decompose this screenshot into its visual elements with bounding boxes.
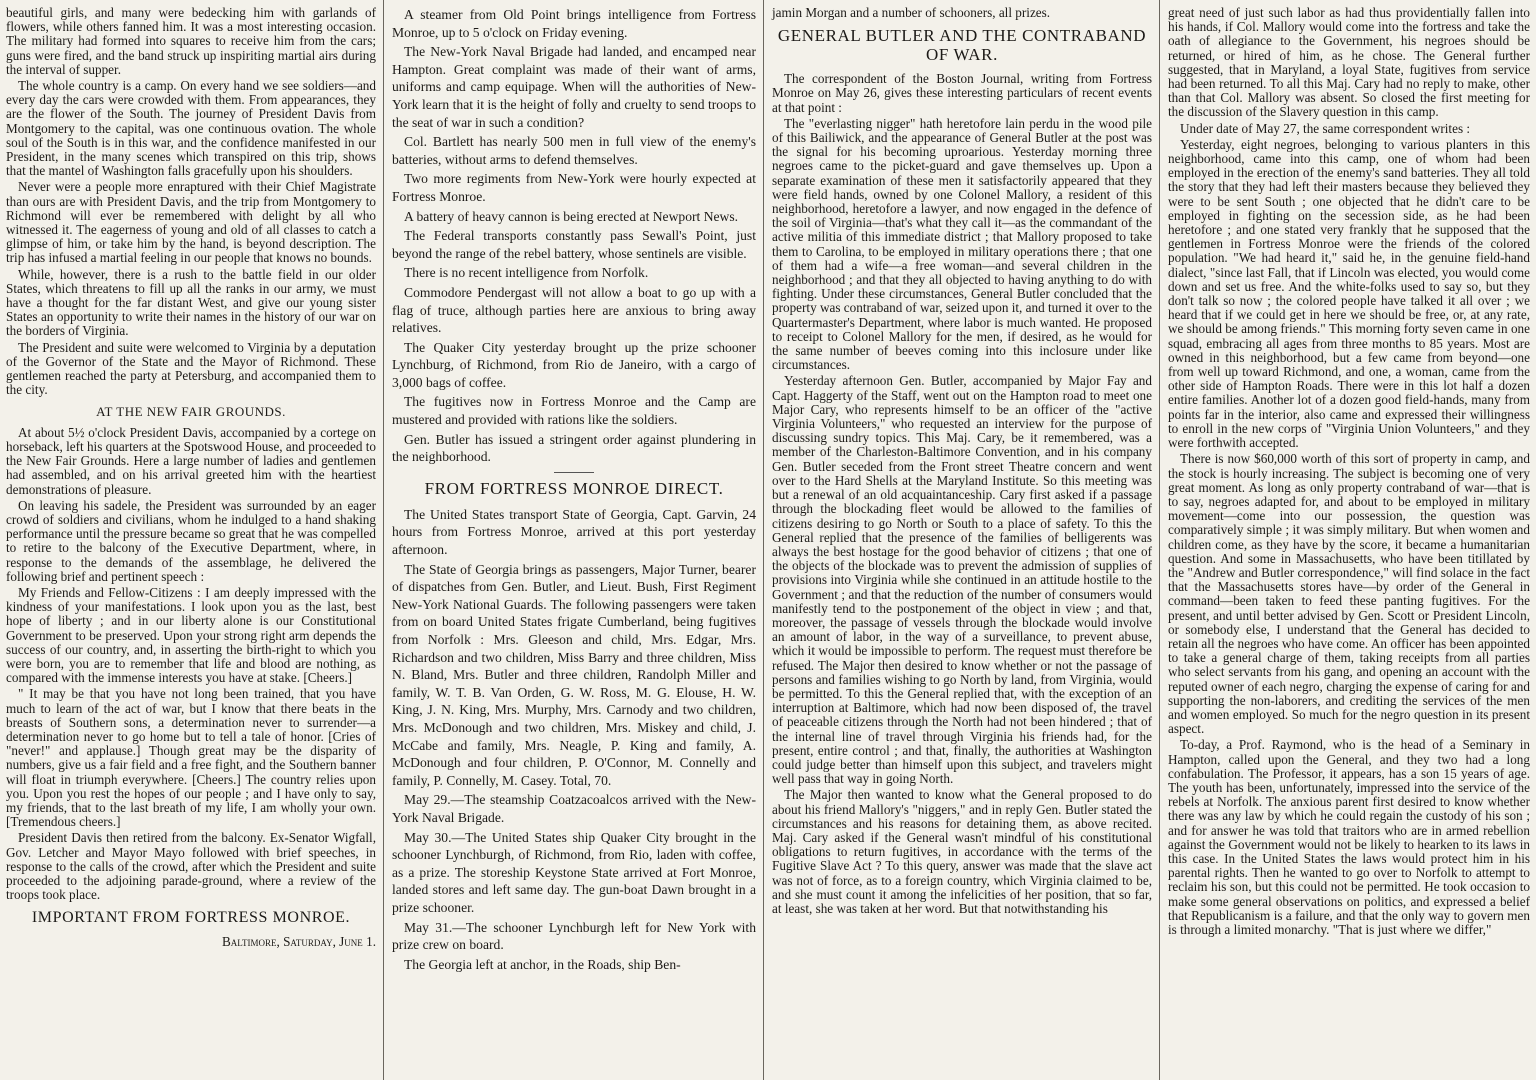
- column-rule: [1159, 0, 1160, 1080]
- article-paragraph: beautiful girls, and many were bedecking him with garlands of flowers, while others fanned him. It was a most interesting occasion. The military had formed into squares to receive him from the cars; guns were fired, and the band struck up inspiriting martial airs during the interval of supper.: [6, 5, 376, 77]
- article-paragraph: A steamer from Old Point brings intelligence from Fortress Monroe, up to 5 o'clock on Friday evening.: [392, 7, 756, 40]
- section-subheading: AT THE NEW FAIR GROUNDS.: [96, 404, 286, 420]
- article-headline: GENERAL BUTLER AND THE CONTRABAND OF WAR.: [777, 26, 1147, 65]
- article-paragraph: Col. Bartlett has nearly 500 men in full view of the enemy's batteries, without arms to defend themselves.: [392, 134, 756, 167]
- article-paragraph: Yesterday afternoon Gen. Butler, accompanied by Major Fay and Capt. Haggerty of the Staff, went out on the Hampton road to meet one Major Cary, who represents himself to be an officer of the "active Virginia Volunteers," who requested an interview for the purpose of discussing sundry topics. This Maj. Cary, be it remembered, was a member of the Charleston-Baltimore Convention, and in his company Gen. Butler seceded from the Front street Theatre concern and went over to the Hard Shells at the Maryland Institute. So this meeting was but a renewal of an old acquaintanceship. Cary first asked if a passage through the blockading fleet would be allowed to the families of citizens desiring to go North or South to a place of safety. To this the General replied that the presence of the families of belligerents was always the best hostage for the good behavior of citizens ; that one of the objects of the blockade was to prevent the admission of supplies of provisions into Virginia while she continued in an attitude hostile to the Government ; and that the reduction of the number of consumers would manifestly tend to the postponement of the object in view ; and that, moreover, the passage of vessels through the blockade would involve an amount of labor, in the way of a surveillance, to prevent abuse, which it would be impossible to perform. The request must therefore be refused. The Major then desired to know whether or not the passage of persons and families wishing to go North by land, from Virginia, would be permitted. To this the General replied that, with the exception of an interruption at Baltimore, which had now been disposed of, the travel of peaceable citizens through the North had not been hindered ; that of the internal line of travel through Virginia his friends had, for the present, entire control ; and that, finally, the authorities at Washington could judge better than himself upon this subject, and travelers might well pass that way in going North.: [772, 373, 1152, 787]
- article-paragraph: My Friends and Fellow-Citizens : I am deeply impressed with the kindness of your manifestations. I look upon you as the last, best hope of liberty ; and in our liberty alone is our Constitutional Government to be preserved. Upon your strong right arm depends the success of our country, and, in asserting the birth-right to which you were born, you are to remember that life and blood are nothing, as compared with the immense interests you have at stake. [Cheers.]: [6, 584, 376, 686]
- article-paragraph: The State of Georgia brings as passengers, Major Turner, bearer of dispatches from Gen. Butler, and Lieut. Bush, First Regiment New-York National Guards. The following passengers were taken from on board United States frigate Cumberland, being fugitives from Norfolk : Mrs. Gleeson and child, Mrs. Edgar, Mrs. Richardson and two children, Miss Barry and three children, Miss N. Bland, Mrs. Butler and three children, Randolph Miller and family, W. T. B. Van Orden, G. W. Ross, M. G. Elouse, H. W. King, J. N. King, Mrs. Murphy, Mrs. Carnody and two children, Mrs. McDonough and two children, Mrs. Miskey and child, J. McCabe and family, Mrs. Neagle, P. King and family, A. McDonough and four children, P. O'Connor, M. Connelly and family, P. Connelly, M. Casey. Total, 70.: [392, 561, 756, 788]
- section-separator: [554, 472, 594, 473]
- article-paragraph: The correspondent of the Boston Journal, writing from Fortress Monroe on May 26, gives these interesting particulars of recent events at that point :: [772, 71, 1152, 115]
- article-paragraph: On leaving his sadele, the President was surrounded by an eager crowd of soldiers and civilians, whom he indulged to a hand shaking performance until the pressure became so great that he was compelled to retire to the balcony of the Executive Department, where, in response to the demands of the assemblage, he delivered the following brief and pertinent speech :: [6, 497, 376, 584]
- article-headline: IMPORTANT FROM FORTRESS MONROE.: [31, 909, 351, 927]
- column-rule: [383, 0, 384, 1080]
- article-paragraph: Yesterday, eight negroes, belonging to various planters in this neighborhood, came into this camp, one of whom had been employed in the erection of the enemy's sand batteries. They all told the story that they had left their masters because they believed they were to be sent South ; one objected that he didn't care to be employed in fighting on the secession side, as he had been heretofore ; and one stated very frankly that he supposed that the gentlemen in Fortress Monroe were the friends of the colored population. "We had heard it," said he, in the genuine field-hand dialect, "since last Fall, that if Lincoln was elected, you would come down and set us free. And the white-folks used to say so, but they don't talk so now ; the colored people have talked it all over ; we heard that if we could get in here we should be free, or, at any rate, we should be among friends." This morning forty seven came in one squad, embracing all ages from three months to 85 years. Most are owned in this neighborhood, but a few came from beyond—one from well up toward Richmond, and one, a woman, came from the other side of Hampton Roads. There were in this lot half a dozen entire families. Another lot of a dozen good field-hands, many from points far in the interior, also came and expressed their willingness to enroll in the new corps of "Virginia Union Volunteers," and they were forthwith accepted.: [1168, 136, 1530, 451]
- article-paragraph: The fugitives now in Fortress Monroe and the Camp are mustered and provided with rations like the soldiers.: [392, 394, 756, 428]
- article-headline: FROM FORTRESS MONROE DIRECT.: [424, 478, 724, 498]
- article-paragraph: " It may be that you have not long been trained, that you have much to learn of the act of war, but I know that there beats in the breasts of Southern sons, a determination never to surrender—a determination never to go home but to tell a tale of honor. [Cries of "never!" and applause.] Though great may be the disparity of numbers, give us a fair field and a free fight, and the Southern banner will float in triumph everywhere. [Cheers.] The country relies upon you. Upon you rest the hopes of our people ; and I have only to say, my friends, that to the last breath of my life, I am wholly your own. [Tremendous cheers.]: [6, 686, 376, 830]
- column-4: [1162, 0, 1536, 1080]
- dateline: Baltimore, Saturday, June 1.: [222, 934, 376, 950]
- article-paragraph: Two more regiments from New-York were hourly expected at Fortress Monroe.: [392, 171, 756, 204]
- article-paragraph: May 29.—The steamship Coatzacoalcos arrived with the New-York Naval Brigade.: [392, 792, 756, 825]
- column-1: [0, 0, 382, 1080]
- column-2: [386, 0, 762, 1080]
- article-paragraph: The United States transport State of Georgia, Capt. Garvin, 24 hours from Fortress Monroe, arrived at this port yesterday afternoon.: [392, 506, 756, 558]
- article-paragraph: There is no recent intelligence from Norfolk.: [404, 265, 649, 281]
- article-paragraph: jamin Morgan and a number of schooners, all prizes.: [772, 5, 1051, 20]
- article-paragraph: May 31.—The schooner Lynchburgh left for New York with prize crew on board.: [392, 919, 756, 953]
- article-paragraph: President Davis then retired from the balcony. Ex-Senator Wigfall, Gov. Letcher and Mayor Mayo followed with brief speeches, in response to the calls of the crowd, after which the President and suite proceeded to the adjoining parade-ground, where a review of the troops took place.: [6, 830, 376, 903]
- article-paragraph: The Major then wanted to know what the General proposed to do about his friend Mallory's "niggers," and in reply Gen. Butler stated the circumstances and his reasons for detaining them, as above recited. Maj. Cary asked if the General wasn't mindful of his constitutional obligations to return fugitives, in accordance with the terms of the Fugitive Slave Act ? To this query, answer was made that the slave act was not of force, as to a foreign country, which Virginia claimed to be, and she must count it among the infelicities of her position, that so far, at least, she was taken at her word. But that notwithstanding his: [772, 787, 1152, 916]
- article-paragraph: The Federal transports constantly pass Sewall's Point, just beyond the range of the rebel battery, whose sentinels are visible.: [392, 228, 756, 261]
- article-paragraph: At about 5½ o'clock President Davis, accompanied by a cortege on horseback, left his quarters at the Spotswood House, and proceeded to the New Fair Grounds. Here a large number of ladies and gentlemen had assembled, and on his arrival greeted him with the heartiest demonstrations of pleasure.: [6, 424, 376, 497]
- article-paragraph: Commodore Pendergast will not allow a boat to go up with a flag of truce, although parties here are anxious to bring away relatives.: [392, 284, 756, 336]
- article-paragraph: While, however, there is a rush to the battle field in our older States, which threatens to fill up all the ranks in our army, we must have a thought for the far distant West, and give our young sister States an opportunity to write their names in the history of our war on the borders of Virginia.: [6, 266, 376, 339]
- article-paragraph: To-day, a Prof. Raymond, who is the head of a Seminary in Hampton, called upon the General, and they two had a long confabulation. The Professor, it appears, has a son 15 years of age. The youth has been, unfortunately, impressed into the service of the rebels at Norfolk. The anxious parent first desired to know whether there was any law by which he could regain the custody of his son ; and for answer he was told that traitors who are in armed rebellion against the Government would not be likely to hearken to its laws in this case. In the United States the laws would protect him in his parental rights. Then he wanted to go over to Norfolk to attempt to reclaim his son, but this could not be permitted. He took occasion to make some general observations on politics, and expressed a belief that Republicanism is a failure, and that the only way to govern men is through a limited monarchy. "That is just where we differ,": [1168, 737, 1530, 937]
- article-paragraph: Never were a people more enraptured with their Chief Magistrate than ours are with President Davis, and the trip from Montgomery to Richmond will ever be remembered with delight by all who witnessed it. The eagerness of young and old of all classes to catch a glimpse of him, or take him by the hand, is beyond description. The trip has infused a martial feeling in our people that knows no bounds.: [6, 179, 376, 266]
- article-paragraph: Under date of May 27, the same correspondent writes :: [1180, 120, 1471, 136]
- column-3: [766, 0, 1158, 1080]
- column-rule: [763, 0, 764, 1080]
- article-paragraph: The Quaker City yesterday brought up the prize schooner Lynchburg, of Richmond, from Rio de Janeiro, with a cargo of 3,000 bags of coffee.: [392, 339, 756, 390]
- article-paragraph: The New-York Naval Brigade had landed, and encamped near Hampton. Great complaint was made of their want of arms, uniforms and camp equipage. When will the authorities of New-York learn that it is the height of folly and cruelty to send troops to the seat of war in such a condition?: [392, 44, 756, 130]
- article-paragraph: Gen. Butler has issued a stringent order against plundering in the neighborhood.: [392, 431, 756, 465]
- article-paragraph: There is now $60,000 worth of this sort of property in camp, and the stock is hourly increasing. The subject is becoming one of very great moment. As long as only property contraband of war—that is to say, negroes adapted for, and about to be employed in military movement—come into our possession, the question was comparatively simple ; it was simply military. But when women and children come, as they have by the score, it became a humanitarian question. And some in Massachusetts, who have been titillated by the "Andrew and Butler correspondence," will find solace in the fact that the Massachusetts stores have—by order of the General in command—been taken to feed these panting fugitives. For the present, and until better advised by Gen. Scott or President Lincoln, or somebody else, I understand that the General has decided to retain all the negroes who have come. An officer has been appointed to take a general charge of them, taking receipts from all parties who select servants from his gang, and opening an account with the reputed owner of each negro, charging the expense of caring for and supporting the non-laborers, and crediting the services of the men and women employed. So much for the negro question in its present aspect.: [1168, 451, 1530, 737]
- article-paragraph: great need of just such labor as had thus providentially fallen into his hands, if Col. Mallory would come into the fortress and take the oath of allegiance to the Government, his negroes should be returned, or hired of him, as he chose. The General further suggested, that in Maryland, a loyal State, fugitives from service had been returned. To all this Maj. Cary had no reply to make, other than that Col. Mallory was absent. So closed the first meeting for the discussion of the Slavery question in this camp.: [1168, 5, 1530, 120]
- article-paragraph: The "everlasting nigger" hath heretofore lain perdu in the wood pile of this Bailiwick, and the appearance of General Butler at the post was the signal for his becoming uproarious. Yesterday morning three negroes came to the picket-guard and gave themselves up. Upon a separate examination of these men it satisfactorily appeared that they were field hands, owned by one Colonel Mallory, a resident of this neighborhood, heretofore a lawyer, and now engaged in the defence of the soil of Virginia—that's what they call it—as the commandant of the active militia of this immediate district ; that Mallory proposed to take them to Carolina, to be employed in military operations there ; that one of them had a wife—a free woman—and several children in the neighborhood ; and that they all objected to having anything to do with fighting. Under these circumstances, General Butler concluded that the property was contraband of war, seized upon it, and turned it over to the Quartermaster's Department, where labor is much wanted. He proposed to receipt to Colonel Mallory for the men, if desired, as he would for the same number of beeves coming into this inclosure under like circumstances.: [772, 115, 1152, 373]
- article-paragraph: The President and suite were welcomed to Virginia by a deputation of the Governor of the State and the Mayor of Richmond. These gentlemen reached the party at Petersburg, and accompanied them to the city.: [6, 339, 376, 398]
- article-paragraph: A battery of heavy cannon is being erected at Newport News.: [404, 208, 739, 224]
- article-paragraph: The whole country is a camp. On every hand we see soldiers—and every day the cars were crowded with them. From appearances, they are the flower of the South. The journey of President Davis from Montgomery to the capital, was one continuous ovation. The whole soul of the South is in this war, and the confidence manifested in our President, in the many scenes which transpired on this trip, shows that the mantel of Washington falls gracefully upon his shoulders.: [6, 78, 376, 179]
- article-paragraph: The Georgia left at anchor, in the Roads, ship Ben-: [404, 956, 681, 972]
- article-paragraph: May 30.—The United States ship Quaker City brought in the schooner Lynchburgh, of Richmond, from Rio, laden with coffee, as a prize. The storeship Keystone State arrived at Fort Monroe, landed stores and left same day. The gun-boat Dawn brought in a prize schooner.: [392, 829, 756, 915]
